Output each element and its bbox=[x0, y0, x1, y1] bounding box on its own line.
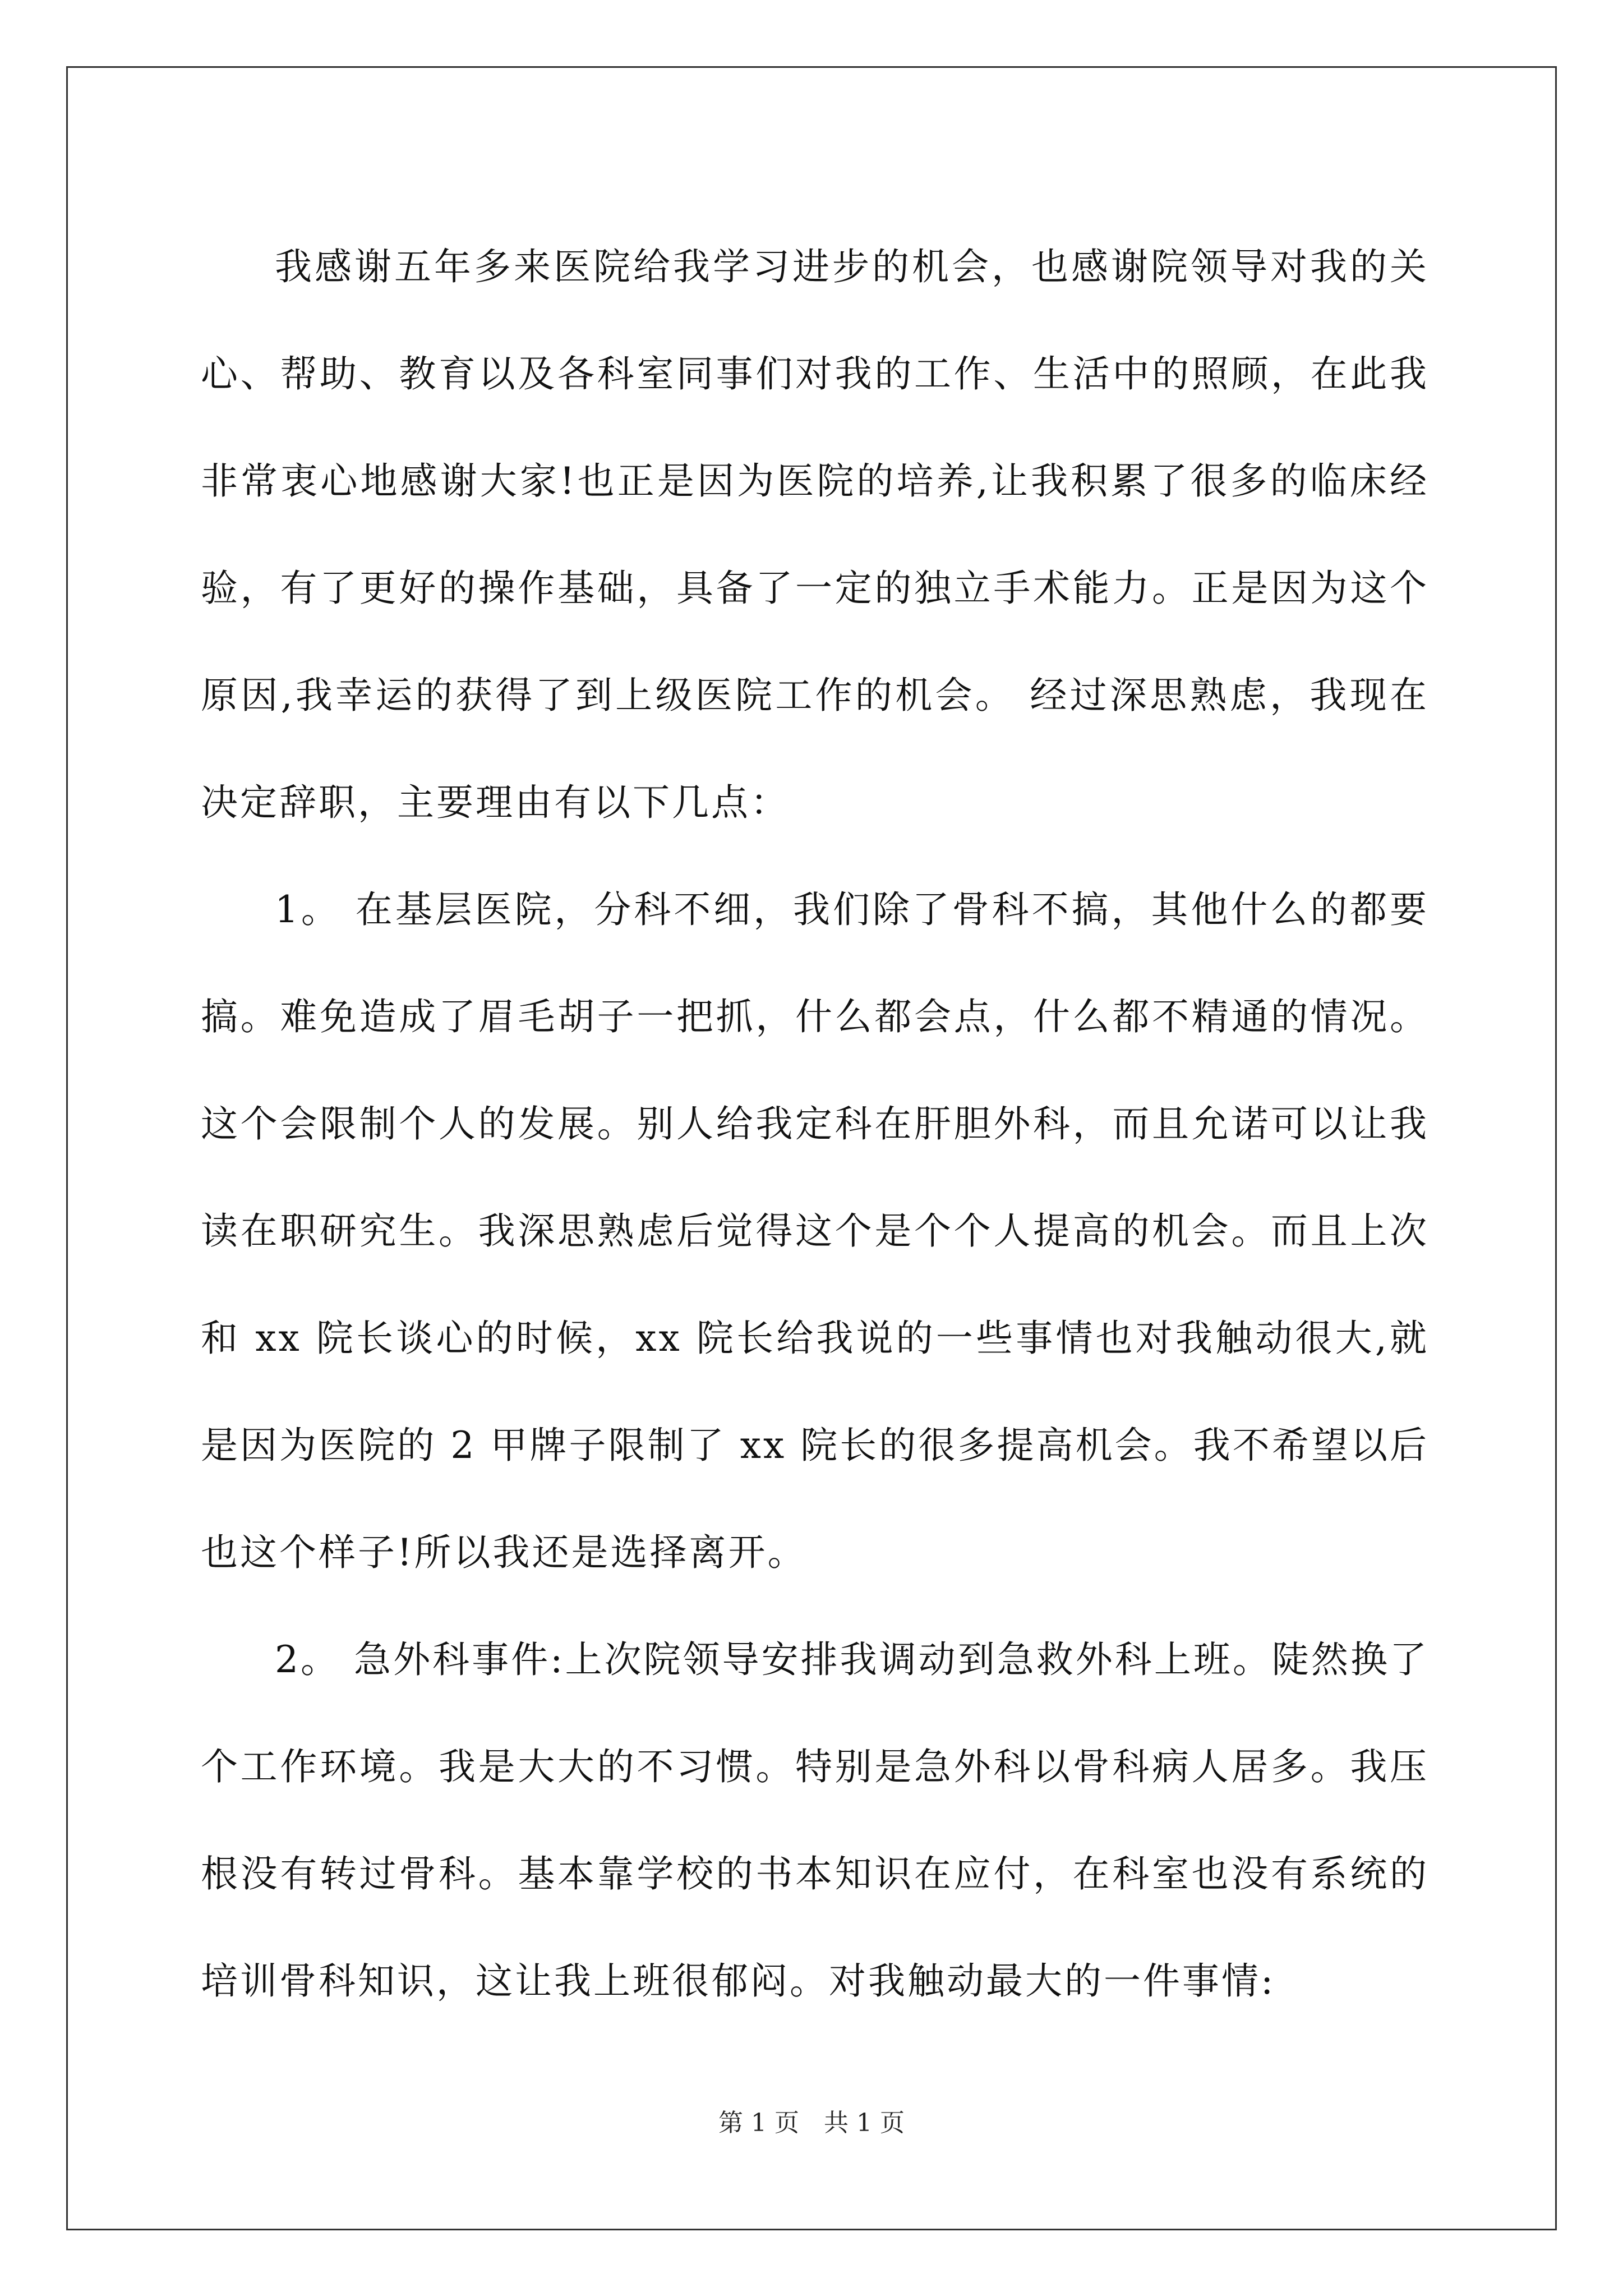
paragraph-2: 1。 在基层医院，分科不细，我们除了骨科不搞，其他什么的都要搞。难免造成了眉毛胡子一把抓，什么都会点，什么都不精通的情况。这个会限制个人的发展。别人给我定科在肝胆外科，而且允诺可以让我读在职研究生。我深思熟虑后觉得这个是个个人提高的机会。而且上次和 xx 院长谈心的时候，xx 院长给我说的一些事情也对我触动很大,就是因为医院的 2 甲牌子限制了 xx 院长的很多提高机会。我不希望以后也这个样子!所以我还是选择离开。 bbox=[201, 888, 1429, 1574]
paragraph-1: 我感谢五年多来医院给我学习进步的机会，也感谢院领导对我的关心、帮助、教育以及各科室同事们对我的工作、生活中的照顾，在此我非常衷心地感谢大家!也正是因为医院的培养,让我积累了很多的临床经验，有了更好的操作基础，具备了一定的独立手术能力。正是因为这个原因,我幸运的获得了到上级医院工作的机会。 经过深思熟虑，我现在决定辞职，主要理由有以下几点： bbox=[201, 245, 1429, 824]
page-footer: 第 1 页 共 1 页 bbox=[718, 2109, 905, 2137]
document-body bbox=[201, 213, 1429, 2035]
paragraph-3: 2。 急外科事件:上次院领导安排我调动到急救外科上班。陡然换了个工作环境。我是大大的不习惯。特别是急外科以骨科病人居多。我压根没有转过骨科。基本靠学校的书本知识在应付，在科室也没有系统的培训骨科知识，这让我上班很郁闷。对我触动最大的一件事情: bbox=[201, 1638, 1429, 2003]
